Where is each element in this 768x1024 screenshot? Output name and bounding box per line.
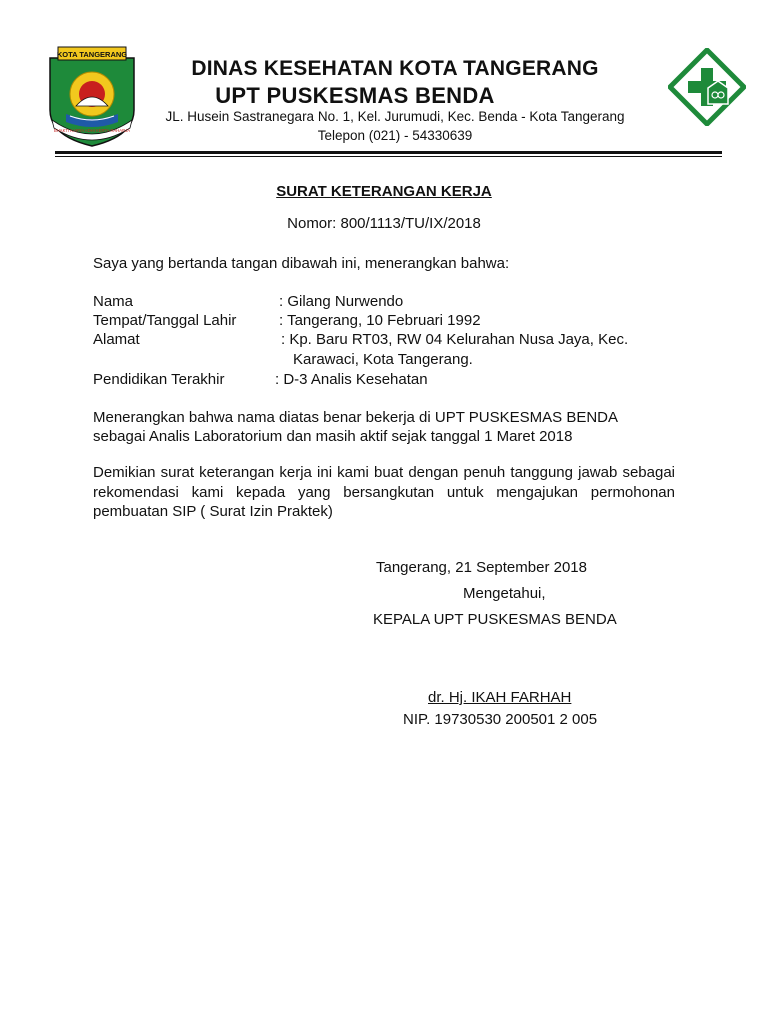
unit-title: UPT PUSKESMAS BENDA <box>215 83 495 108</box>
header-divider-thick <box>55 151 722 154</box>
field-value-address-cont: Karawaci, Kota Tangerang. <box>293 351 473 368</box>
statement-line-1: Menerangkan bahwa nama diatas benar bekerja di UPT PUSKESMAS BENDA <box>93 409 618 426</box>
header-divider-thin <box>55 156 722 157</box>
field-value-address: : Kp. Baru RT03, RW 04 Kelurahan Nusa Jaya, Kec. <box>281 331 629 348</box>
office-title: DINAS KESEHATAN KOTA TANGERANG <box>191 57 599 80</box>
emblem-motto: BHAKTI KARYA ADHI KERTA RAHARJA <box>53 128 131 133</box>
field-value-name: : Gilang Nurwendo <box>279 293 404 310</box>
letter-number: Nomor: 800/1113/TU/IX/2018 <box>287 215 481 232</box>
place-date: Tangerang, 21 September 2018 <box>376 559 587 576</box>
field-label-address: Alamat <box>93 331 140 348</box>
letter-title: SURAT KETERANGAN KERJA <box>276 183 492 200</box>
acknowledged-label: Mengetahui, <box>463 585 546 602</box>
closing-paragraph: Demikian surat keterangan kerja ini kami buat dengan penuh tanggung jawab sebagai rekomendasi kami kepada yang bersangkutan untuk mengajukan permohonan pembuatan SIP ( Surat Izin Praktek) <box>93 464 675 520</box>
office-address: JL. Husein Sastranegara No. 1, Kel. Jurumudi, Kec. Benda - Kota Tangerang <box>165 109 625 124</box>
signatory-nip: NIP. 19730530 200501 2 005 <box>403 711 598 728</box>
field-label-birth: Tempat/Tanggal Lahir <box>93 312 237 329</box>
kota-tangerang-emblem <box>44 44 140 148</box>
signatory-position: KEPALA UPT PUSKESMAS BENDA <box>373 611 617 628</box>
field-label-name: Nama <box>93 293 134 310</box>
field-label-education: Pendidikan Terakhir <box>93 371 225 388</box>
office-phone: Telepon (021) - 54330639 <box>317 128 473 143</box>
field-value-birth: : Tangerang, 10 Februari 1992 <box>279 312 481 329</box>
letter-intro: Saya yang bertanda tangan dibawah ini, menerangkan bahwa: <box>93 255 510 272</box>
puskesmas-logo <box>668 48 746 126</box>
field-value-education: : D-3 Analis Kesehatan <box>275 371 428 388</box>
signatory-name: dr. Hj. IKAH FARHAH <box>428 689 572 706</box>
statement-line-2: sebagai Analis Laboratorium dan masih aktif sejak tanggal 1 Maret 2018 <box>93 428 573 445</box>
emblem-label: KOTA TANGERANG <box>56 50 128 59</box>
